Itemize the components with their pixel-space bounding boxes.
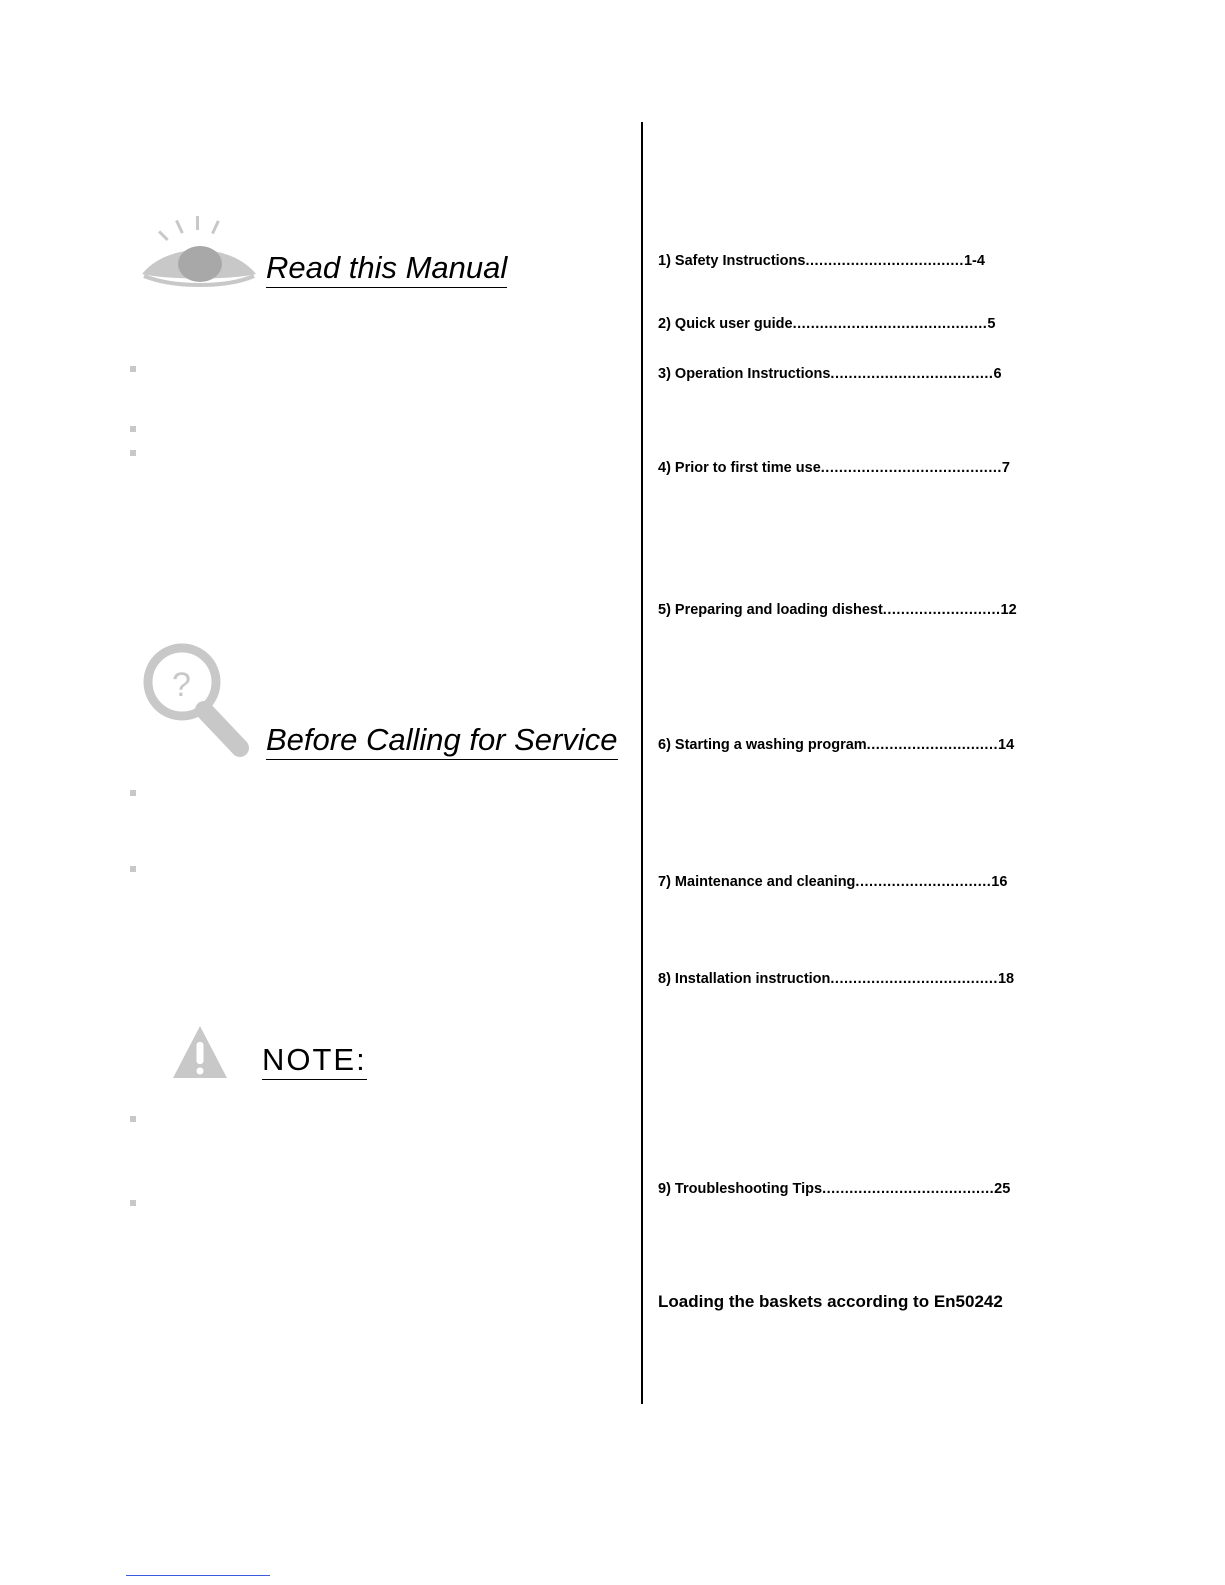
toc-item-safety[interactable] xyxy=(658,252,985,270)
bullet xyxy=(130,366,136,372)
toc-page: 7 xyxy=(1001,460,1010,476)
toc-label: 6) Starting a washing program xyxy=(658,737,867,753)
column-divider xyxy=(641,122,643,1404)
toc-dots: ................................... xyxy=(805,253,964,269)
toc-dots: ........................................... xyxy=(792,316,988,332)
question-magnifier-icon xyxy=(140,640,252,762)
bullet xyxy=(130,426,136,432)
toc-item-washing-program[interactable] xyxy=(658,736,1014,754)
toc-label: 4) Prior to first time use xyxy=(658,460,821,476)
footer-link-underline xyxy=(126,1575,270,1576)
toc-page: 25 xyxy=(994,1181,1011,1197)
bullet xyxy=(130,450,136,456)
toc-label: 5) Preparing and loading dishest xyxy=(658,602,883,618)
toc-dots: .............................. xyxy=(855,874,992,890)
bullet xyxy=(130,1116,136,1122)
toc-page: 14 xyxy=(998,737,1015,753)
toc-label: 2) Quick user guide xyxy=(658,316,793,332)
service-heading: Before Calling for Service xyxy=(266,722,618,760)
toc-page: 18 xyxy=(997,971,1015,987)
warning-triangle-icon xyxy=(171,1024,229,1080)
bullet xyxy=(130,790,136,796)
toc-label: 9) Troubleshooting Tips xyxy=(658,1181,823,1197)
bullet xyxy=(130,866,136,872)
toc-page: 6 xyxy=(993,366,1002,382)
svg-text:?: ? xyxy=(172,666,191,704)
toc-item-quick-guide[interactable] xyxy=(658,315,995,333)
toc-page: 1-4 xyxy=(963,253,985,269)
toc-label: 8) Installation instruction xyxy=(658,971,831,987)
toc-dots: .......................... xyxy=(882,602,1001,618)
bullet xyxy=(130,1200,136,1206)
toc-dots: ..................................... xyxy=(830,971,998,987)
toc-page: 16 xyxy=(991,874,1008,890)
toc-label: 7) Maintenance and cleaning xyxy=(658,874,856,890)
note-heading: NOTE: xyxy=(262,1042,367,1080)
toc-dots: ........................................ xyxy=(820,460,1002,476)
toc-dots: .................................... xyxy=(830,366,994,382)
toc-item-first-use[interactable] xyxy=(658,459,1010,477)
toc-item-installation[interactable] xyxy=(658,970,1014,988)
read-manual-heading: Read this Manual xyxy=(266,250,507,288)
toc-page: 12 xyxy=(1000,602,1017,618)
toc-dots: ............................. xyxy=(866,737,999,753)
toc-dots: ...................................... xyxy=(822,1181,995,1197)
toc-item-troubleshooting[interactable] xyxy=(658,1180,1010,1198)
toc-item-maintenance[interactable] xyxy=(658,873,1007,891)
toc-item-operation[interactable] xyxy=(658,365,1002,383)
toc-label: 1) Safety Instructions xyxy=(658,253,806,269)
eye-icon xyxy=(138,214,260,288)
toc-item-loading-baskets[interactable]: Loading the baskets according to En50242 xyxy=(658,1292,1003,1311)
toc-item-loading-dishes[interactable] xyxy=(658,601,1017,619)
toc-page: 5 xyxy=(987,316,996,332)
toc-label: 3) Operation Instructions xyxy=(658,366,831,382)
